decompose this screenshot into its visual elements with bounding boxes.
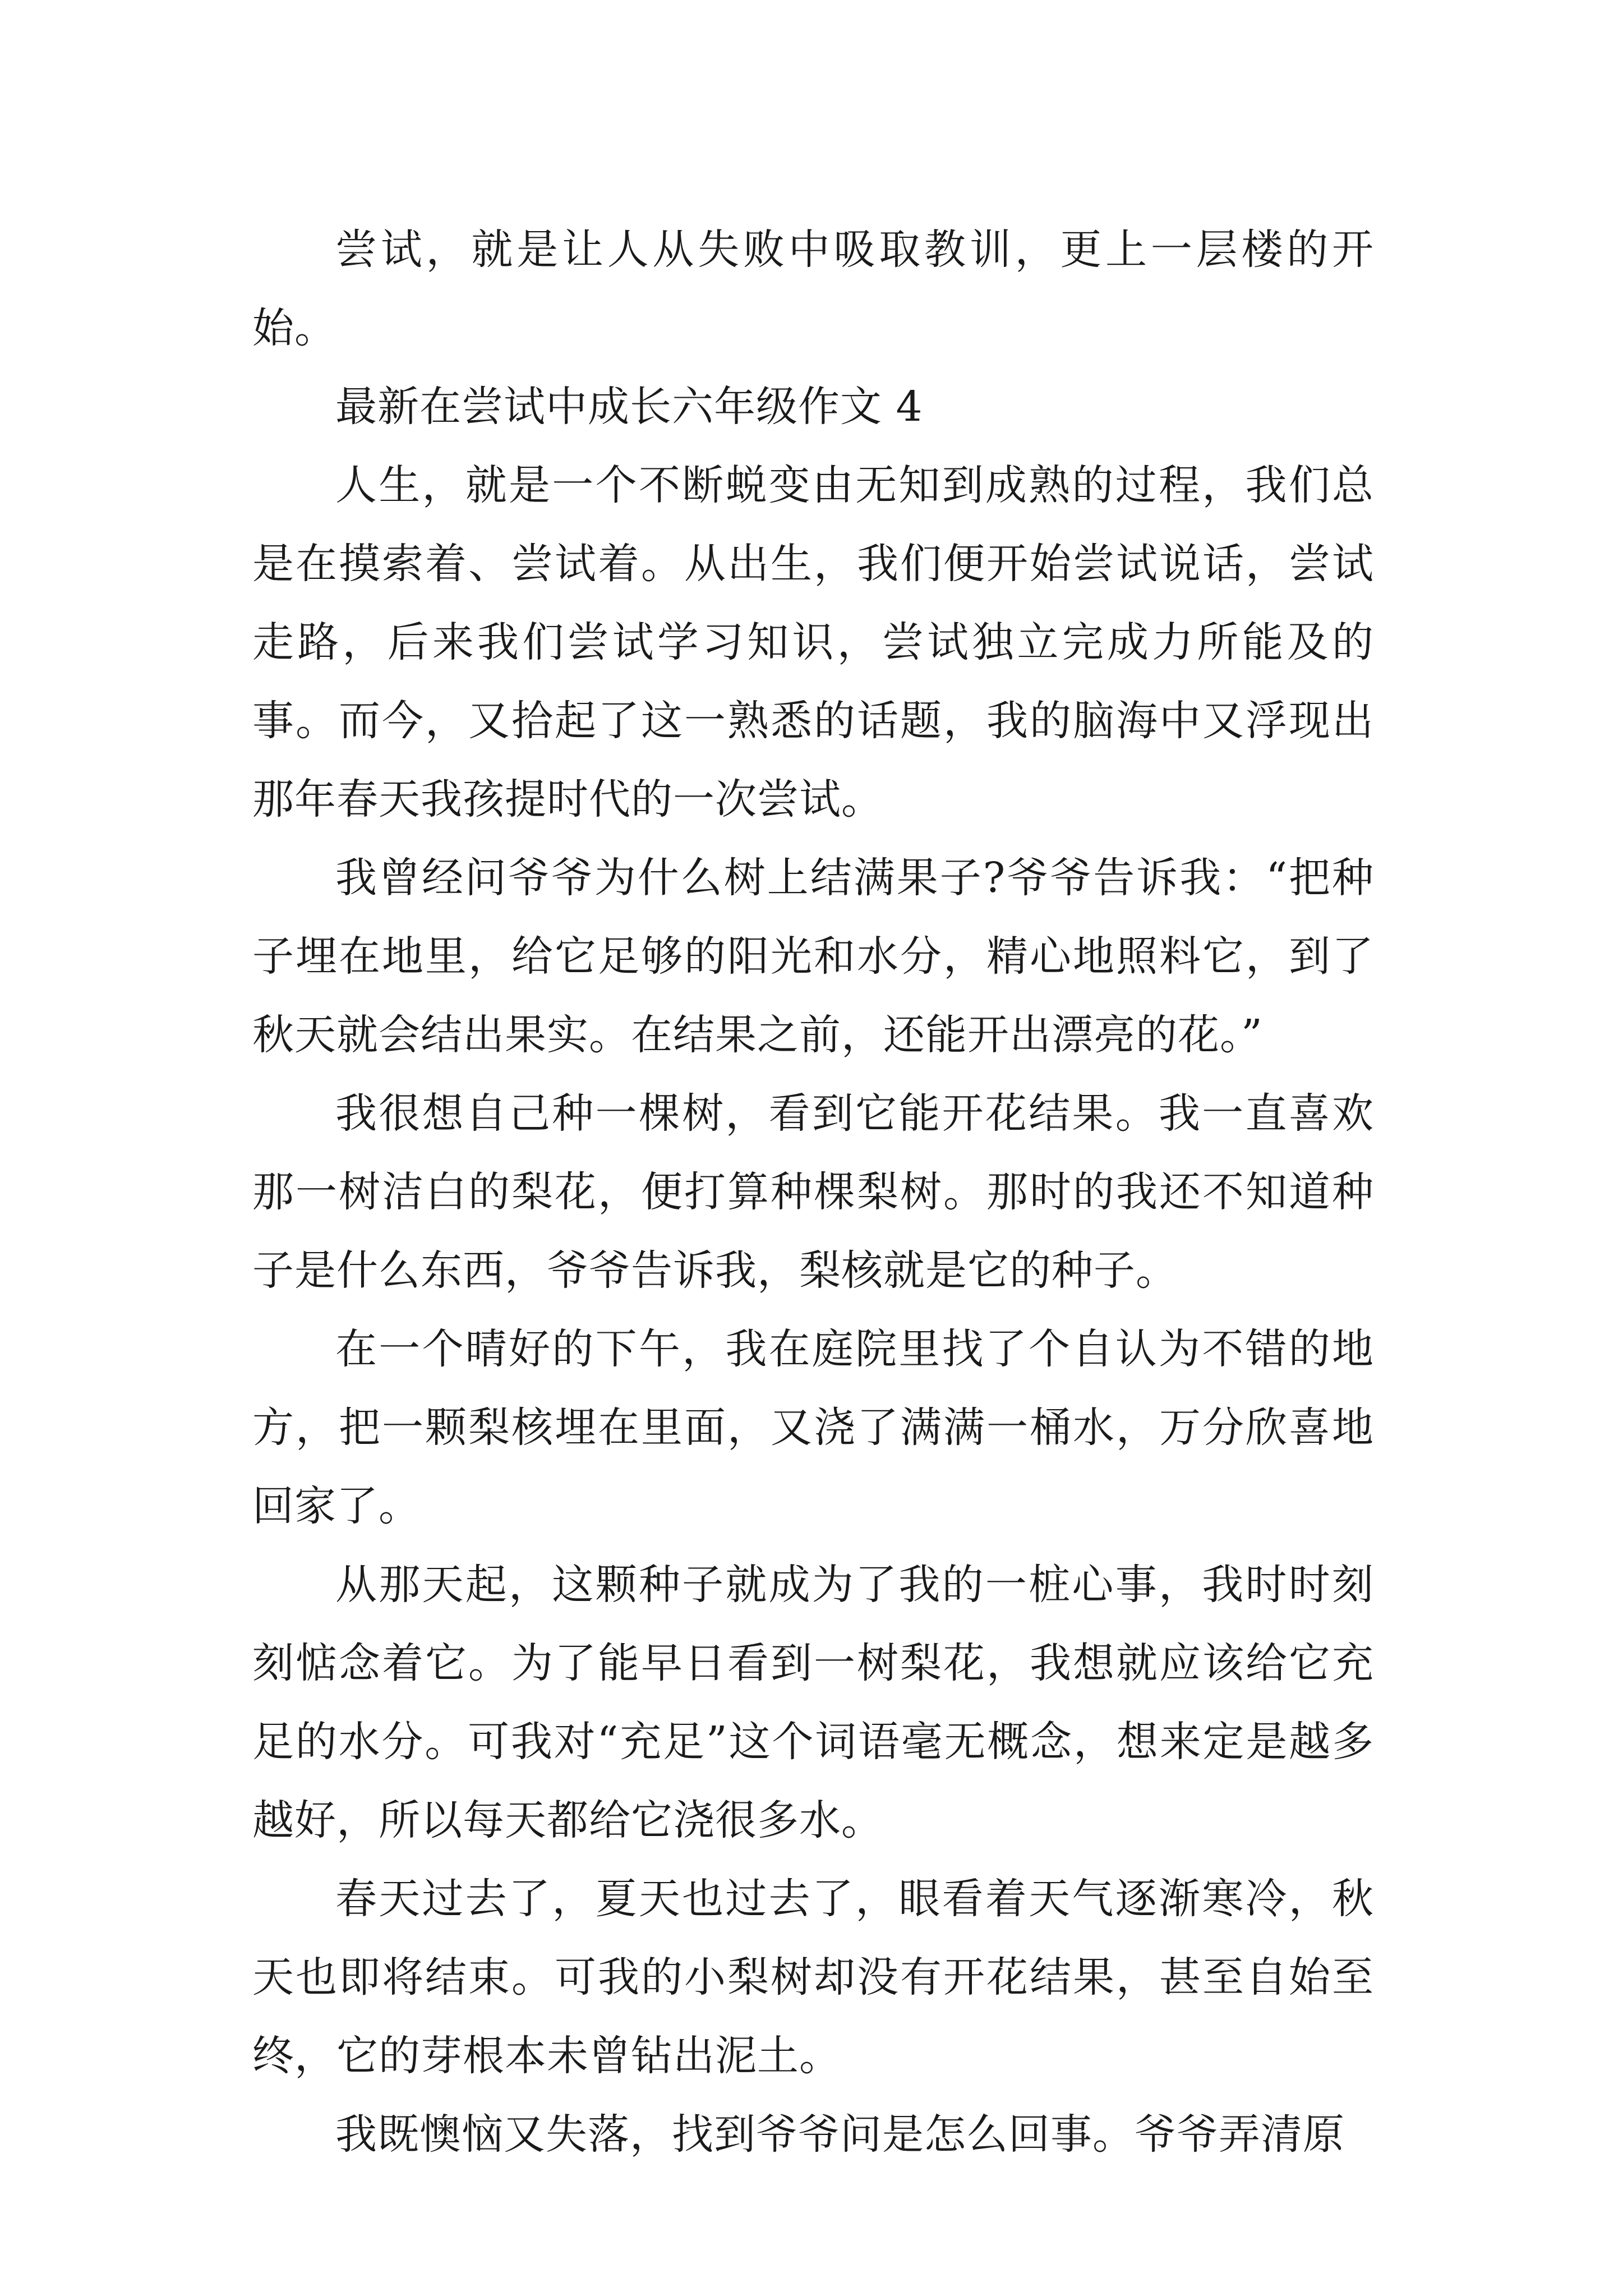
paragraph-plant-tree: 我很想自己种一棵树，看到它能开花结果。我一直喜欢那一树洁白的梨花，便打算种棵梨树。那时的我还不知道种子是什么东西，爷爷告诉我，梨核就是它的种子。 <box>252 1089 1374 1295</box>
paragraph-conclusion: 尝试，就是让人从失败中吸取教训，更上一层楼的开始。 <box>252 226 1374 352</box>
document-body <box>252 210 1374 2174</box>
paragraph-bury-seed: 在一个晴好的下午，我在庭院里找了个自认为不错的地方，把一颗梨核埋在里面，又浇了满满一桶水，万分欣喜地回家了。 <box>252 1325 1374 1530</box>
essay-title: 最新在尝试中成长六年级作文 4 <box>335 383 923 431</box>
paragraph-disappointed: 我既懊恼又失落，找到爷爷问是怎么回事。爷爷弄清原 <box>335 2110 1345 2159</box>
paragraph-grandpa-question: 我曾经问爷爷为什么树上结满果子?爷爷告诉我：“把种子埋在地里，给它足够的阳光和水分，精心地照料它，到了秋天就会结出果实。在结果之前，还能开出漂亮的花。” <box>252 854 1374 1059</box>
paragraph-seasons: 春天过去了，夏天也过去了，眼看着天气逐渐寒冷，秋天也即将结束。可我的小梨树却没有开花结果，甚至自始至终，它的芽根本未曾钻出泥土。 <box>252 1875 1374 2080</box>
paragraph-watering: 从那天起，这颗种子就成为了我的一桩心事，我时时刻刻惦念着它。为了能早日看到一树梨花，我想就应该给它充足的水分。可我对“充足”这个词语毫无概念，想来定是越多越好，所以每天都给它浇很多水。 <box>252 1561 1374 1844</box>
paragraph-intro: 人生，就是一个不断蜕变由无知到成熟的过程，我们总是在摸索着、尝试着。从出生，我们便开始尝试说话，尝试走路，后来我们尝试学习知识，尝试独立完成力所能及的事。而今，又拾起了这一熟悉的话题，我的脑海中又浮现出那年春天我孩提时代的一次尝试。 <box>252 461 1374 823</box>
